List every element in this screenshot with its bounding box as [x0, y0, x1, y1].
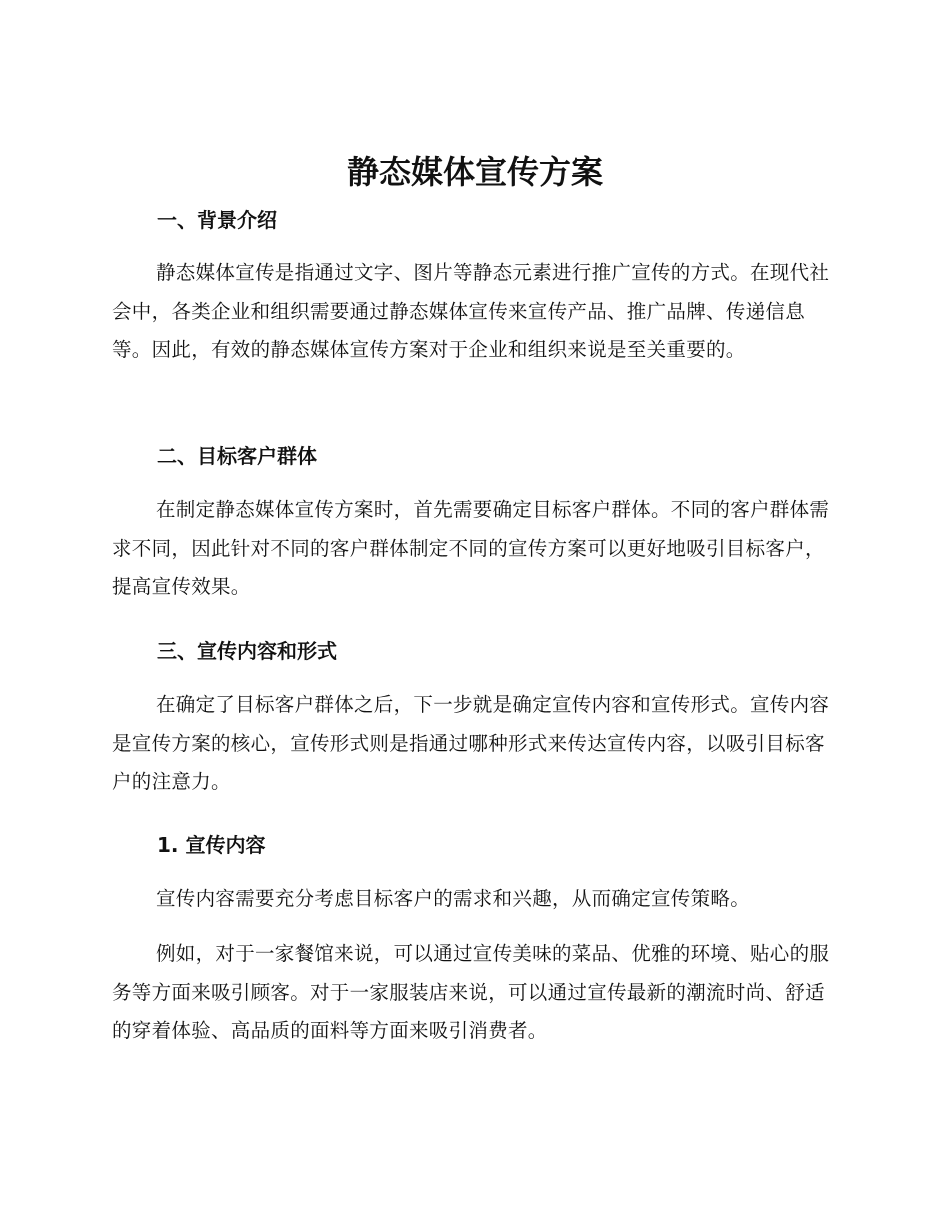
document-title: 静态媒体宣传方案: [346, 153, 603, 191]
section-heading-target-customers: 二、目标客户群体: [157, 444, 317, 468]
section-heading-background: 一、背景介绍: [157, 208, 277, 232]
paragraph-target-customers: 在制定静态媒体宣传方案时，首先需要确定目标客户群体。不同的客户群体需求不同，因此针对不同的客户群体制定不同的宣传方案可以更好地吸引目标客户，提高宣传效果。: [112, 498, 830, 598]
section-heading-content-and-form: 三、宣传内容和形式: [157, 639, 337, 663]
paragraph-promo-content-example: 例如，对于一家餐馆来说，可以通过宣传美味的菜品、优雅的环境、贴心的服务等方面来吸引顾客。对于一家服装店来说，可以通过宣传最新的潮流时尚、舒适的穿着体验、高品质的面料等方面来吸引消费者。: [112, 942, 830, 1042]
paragraph-background: 静态媒体宣传是指通过文字、图片等静态元素进行推广宣传的方式。在现代社会中，各类企业和组织需要通过静态媒体宣传来宣传产品、推广品牌、传递信息等。因此，有效的静态媒体宣传方案对于企业和组织来说是至关重要的。: [112, 261, 830, 361]
subsection-heading-promo-content: 1. 宣传内容: [157, 833, 266, 857]
paragraph-promo-content-intro: 宣传内容需要充分考虑目标客户的需求和兴趣，从而确定宣传策略。: [156, 887, 751, 910]
paragraph-content-and-form: 在确定了目标客户群体之后，下一步就是确定宣传内容和宣传形式。宣传内容是宣传方案的核心，宣传形式则是指通过哪种形式来传达宣传内容，以吸引目标客户的注意力。: [112, 693, 830, 793]
